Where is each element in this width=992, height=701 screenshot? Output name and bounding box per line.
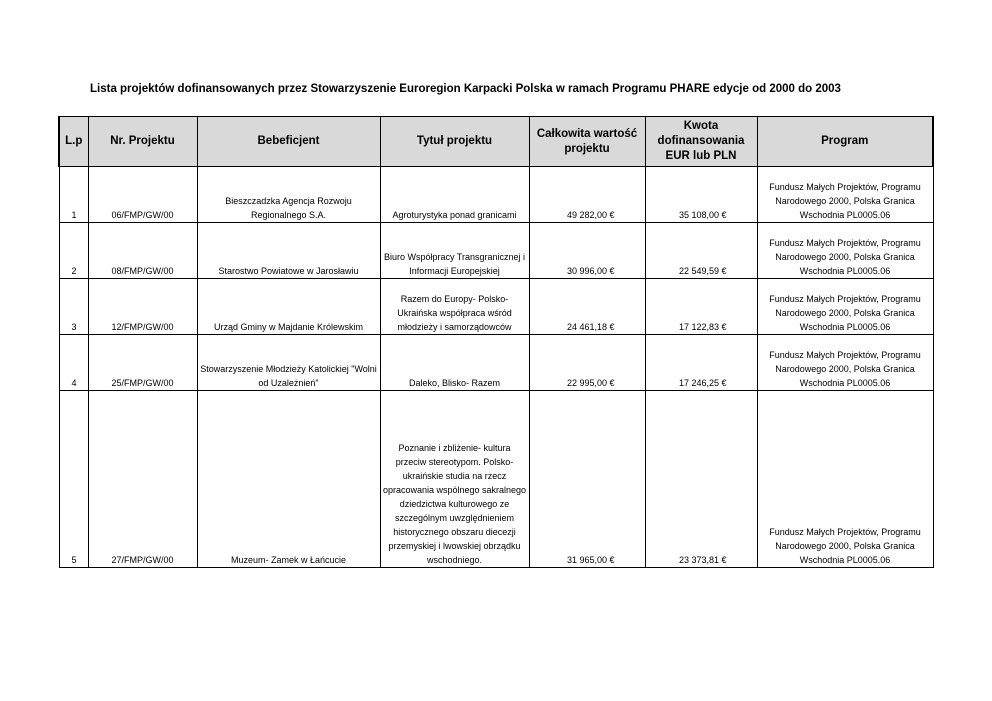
cell-wartosc: 30 996,00 € [529, 223, 645, 279]
cell-tytul: Agroturystyka ponad granicami [380, 167, 529, 223]
projects-table [58, 116, 934, 568]
cell-kwota: 17 246,25 € [645, 335, 757, 391]
cell-tytul: Poznanie i zbliżenie- kultura przeciw stereotypom. Polsko-ukraińskie studia na rzecz opracowania wspólnego sakralnego dziedzictwa kulturowego ze szczególnym uwzględnieniem historycznego obszaru diecezji przemyskiej i lwowskiej obrządku wschodniego. [380, 391, 529, 568]
cell-program: Fundusz Małych Projektów, Programu Narodowego 2000, Polska Granica Wschodnia PL0005.06 [757, 167, 933, 223]
cell-kwota: 23 373,81 € [645, 391, 757, 568]
cell-nr-projektu: 25/FMP/GW/00 [88, 335, 197, 391]
table-row [59, 391, 933, 568]
cell-beneficjent: Stowarzyszenie Młodzieży Katolickiej "Wolni od Uzależnień" [197, 335, 380, 391]
table-row [59, 167, 933, 223]
table-row [59, 335, 933, 391]
document-title: Lista projektów dofinansowanych przez Stowarzyszenie Euroregion Karpacki Polska w ramach Programu PHARE edycje od 2000 do 2003 [90, 83, 841, 95]
header-kwota-dofinansowania: Kwota dofinansowania EUR lub PLN [645, 117, 757, 167]
cell-kwota: 35 108,00 € [645, 167, 757, 223]
header-calkowita-wartosc: Całkowita wartość projektu [529, 117, 645, 167]
header-beneficjent: Bebeficjent [197, 117, 380, 167]
cell-lp: 3 [59, 279, 88, 335]
cell-wartosc: 31 965,00 € [529, 391, 645, 568]
cell-tytul: Daleko, Blisko- Razem [380, 335, 529, 391]
cell-wartosc: 24 461,18 € [529, 279, 645, 335]
cell-program: Fundusz Małych Projektów, Programu Narodowego 2000, Polska Granica Wschodnia PL0005.06 [757, 279, 933, 335]
cell-kwota: 17 122,83 € [645, 279, 757, 335]
cell-beneficjent: Starostwo Powiatowe w Jarosławiu [197, 223, 380, 279]
cell-beneficjent: Bieszczadzka Agencja Rozwoju Regionalnego S.A. [197, 167, 380, 223]
table-row [59, 279, 933, 335]
cell-tytul: Biuro Współpracy Transgranicznej i Informacji Europejskiej [380, 223, 529, 279]
cell-lp: 1 [59, 167, 88, 223]
cell-program: Fundusz Małych Projektów, Programu Narodowego 2000, Polska Granica Wschodnia PL0005.06 [757, 223, 933, 279]
cell-beneficjent: Urząd Gminy w Majdanie Królewskim [197, 279, 380, 335]
header-lp: L.p [59, 117, 88, 167]
cell-nr-projektu: 08/FMP/GW/00 [88, 223, 197, 279]
table-row [59, 223, 933, 279]
cell-wartosc: 49 282,00 € [529, 167, 645, 223]
cell-nr-projektu: 06/FMP/GW/00 [88, 167, 197, 223]
header-program: Program [757, 117, 933, 167]
cell-nr-projektu: 12/FMP/GW/00 [88, 279, 197, 335]
cell-nr-projektu: 27/FMP/GW/00 [88, 391, 197, 568]
cell-tytul: Razem do Europy- Polsko-Ukraińska współpraca wśród młodzieży i samorządowców [380, 279, 529, 335]
cell-program: Fundusz Małych Projektów, Programu Narodowego 2000, Polska Granica Wschodnia PL0005.06 [757, 335, 933, 391]
header-tytul-projektu: Tytuł projektu [380, 117, 529, 167]
cell-wartosc: 22 995,00 € [529, 335, 645, 391]
cell-kwota: 22 549,59 € [645, 223, 757, 279]
cell-program: Fundusz Małych Projektów, Programu Narodowego 2000, Polska Granica Wschodnia PL0005.06 [757, 391, 933, 568]
table-header-row [59, 117, 933, 167]
cell-lp: 5 [59, 391, 88, 568]
header-nr-projektu: Nr. Projektu [88, 117, 197, 167]
cell-lp: 4 [59, 335, 88, 391]
cell-lp: 2 [59, 223, 88, 279]
cell-beneficjent: Muzeum- Zamek w Łańcucie [197, 391, 380, 568]
